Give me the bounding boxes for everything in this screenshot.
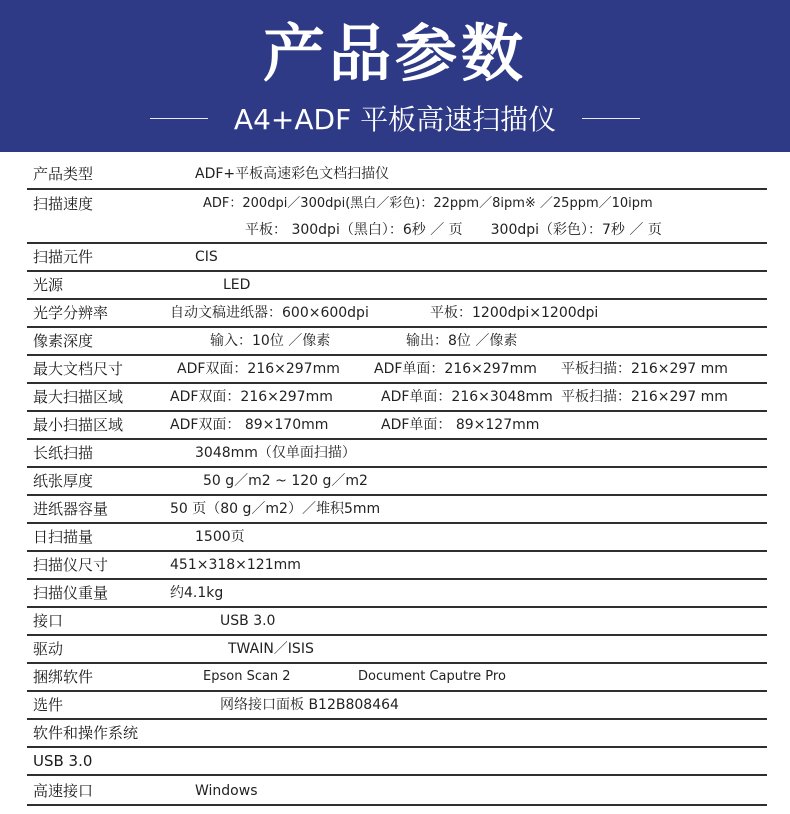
spec-value: 自动文稿进纸器：600×600dpi: [170, 305, 369, 321]
spec-value: ADF：200dpi／300dpi(黑白／彩色)：22ppm／8ipm※ ／25ppm／10ipm: [203, 196, 653, 211]
spec-value: ADF+平板高速彩色文档扫描仪: [195, 166, 390, 182]
spec-value: 平板扫描：216×297 mm: [561, 389, 728, 405]
spec-value: 1500页: [195, 529, 245, 545]
header-banner: [0, 0, 790, 152]
spec-label: 光学分辨率: [33, 304, 109, 322]
spec-row-daily-volume: [27, 524, 767, 552]
spec-value: Epson Scan 2: [203, 669, 291, 684]
spec-value: 平板： 300dpi（黑白）：6秒 ／ 页 300dpi（彩色）：7秒 ／ 页: [245, 222, 662, 238]
spec-row-bundled-software: [27, 664, 767, 692]
spec-value: ADF单面：216×297mm: [374, 361, 537, 377]
spec-label: 像素深度: [33, 332, 94, 350]
spec-value: ADF双面：216×297mm: [170, 389, 333, 405]
spec-value: Document Caputre Pro: [358, 669, 506, 684]
spec-label: 扫描速度: [33, 195, 94, 213]
spec-row-min-scan-area: [27, 412, 767, 440]
spec-value: Windows: [195, 783, 258, 799]
spec-label: 捆绑软件: [33, 668, 94, 686]
spec-label: USB 3.0: [33, 752, 93, 770]
spec-value: CIS: [195, 249, 218, 265]
spec-label: 驱动: [33, 640, 64, 658]
spec-label: 进纸器容量: [33, 500, 109, 518]
spec-label: 最大扫描区域: [33, 388, 124, 406]
spec-value: ADF双面：216×297mm: [177, 361, 340, 377]
subtitle-text: A4+ADF 平板高速扫描仪: [233, 103, 557, 136]
spec-row-product-type: [27, 160, 767, 190]
spec-row-high-speed-interface: [27, 776, 767, 806]
spec-value: ADF双面： 89×170mm: [170, 417, 329, 433]
spec-row-options: [27, 692, 767, 720]
spec-value: ADF单面：216×3048mm: [381, 389, 553, 405]
spec-value: 3048mm（仅单面扫描）: [195, 445, 356, 461]
spec-label: 接口: [33, 612, 64, 630]
spec-row-optical-resolution: [27, 300, 767, 328]
spec-row-usb: [27, 748, 767, 776]
spec-value: 50 页（80 g／m2）／堆积5mm: [170, 501, 381, 517]
spec-value: 平板：1200dpi×1200dpi: [430, 305, 599, 321]
spec-row-light-source: [27, 272, 767, 300]
spec-row-feeder-capacity: [27, 496, 767, 524]
spec-row-driver: [27, 636, 767, 664]
spec-label: 长纸扫描: [33, 444, 94, 462]
spec-label: 扫描仪重量: [33, 584, 109, 602]
subtitle-right-rule: [582, 118, 640, 119]
page-subtitle: [0, 98, 790, 138]
page-title: 产品参数: [262, 17, 527, 90]
spec-row-scanner-size: [27, 552, 767, 580]
spec-row-scan-speed: [27, 190, 767, 244]
spec-label: 最大文档尺寸: [33, 360, 124, 378]
spec-label: 扫描仪尺寸: [33, 556, 109, 574]
spec-row-long-paper-scan: [27, 440, 767, 468]
spec-row-max-document-size: [27, 356, 767, 384]
spec-value: 50 g／m2 ~ 120 g／m2: [203, 473, 368, 489]
spec-row-max-scan-area: [27, 384, 767, 412]
spec-value: 输入：10位 ／像素: [210, 333, 331, 349]
spec-value: 约4.1kg: [170, 585, 224, 601]
spec-value: USB 3.0: [220, 613, 276, 629]
spec-value: 451×318×121mm: [170, 557, 301, 573]
spec-label: 产品类型: [33, 165, 94, 183]
spec-label: 高速接口: [33, 782, 94, 800]
spec-label: 选件: [33, 696, 64, 714]
spec-label: 纸张厚度: [33, 472, 94, 490]
spec-value: ADF单面： 89×127mm: [381, 417, 540, 433]
spec-label: 扫描元件: [33, 248, 94, 266]
spec-row-pixel-depth: [27, 328, 767, 356]
spec-row-interface: [27, 608, 767, 636]
spec-value: LED: [223, 277, 251, 293]
spec-label: 光源: [33, 276, 64, 294]
spec-value: 平板扫描：216×297 mm: [561, 361, 728, 377]
spec-value: 输出：8位 ／像素: [406, 333, 518, 349]
spec-row-paper-thickness: [27, 468, 767, 496]
spec-value: TWAIN／ISIS: [228, 641, 314, 657]
subtitle-left-rule: [150, 118, 208, 119]
spec-label: 日扫描量: [33, 528, 94, 546]
spec-row-scan-element: [27, 244, 767, 272]
spec-row-software-os: [27, 720, 767, 748]
spec-row-scanner-weight: [27, 580, 767, 608]
spec-label: 最小扫描区域: [33, 416, 124, 434]
spec-value: 网络接口面板 B12B808464: [220, 697, 399, 713]
spec-label: 软件和操作系统: [33, 724, 139, 742]
